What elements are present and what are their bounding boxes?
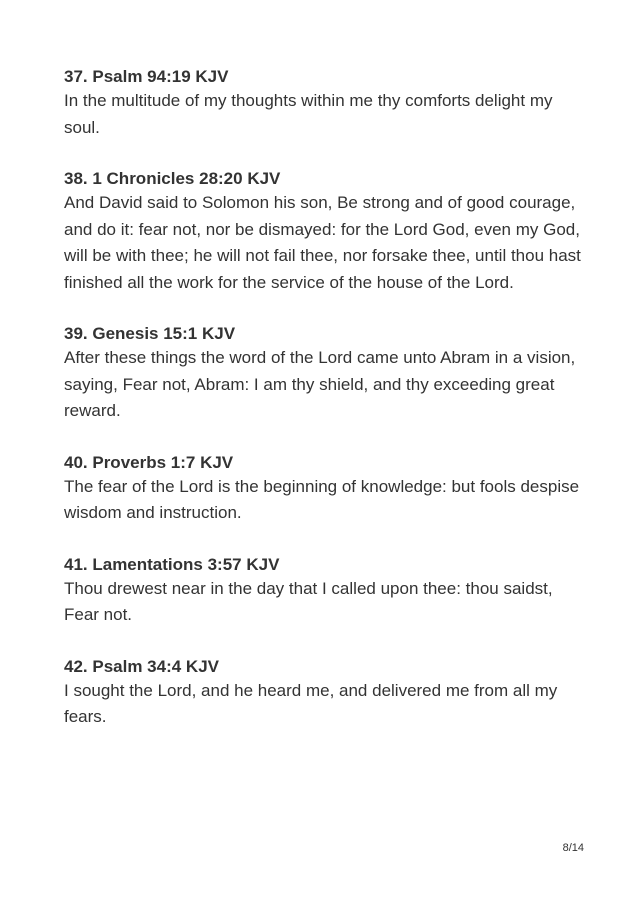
verse-text: After these things the word of the Lord came unto Abram in a vision, saying, Fear not, Abram: I am thy shield, and thy exceeding great reward. [64, 348, 576, 420]
verse-title: 41. Lamentations 3:57 KJV [64, 554, 280, 574]
verse-text: And David said to Solomon his son, Be strong and of good courage, and do it: fear not, nor be dismayed: for the Lord God, even my God, will be with thee; he will not fail thee, nor forsake thee, until thou hast finished all the work for the service of the house of the Lord. [64, 193, 581, 292]
verse-text: The fear of the Lord is the beginning of knowledge: but fools despise wisdom and instruction. [64, 476, 580, 522]
page-number: 8/14 [562, 842, 584, 854]
verse-list [64, 66, 584, 758]
verse-entry [64, 323, 584, 425]
verse-entry [64, 168, 584, 296]
verse-entry [64, 66, 584, 141]
verse-text: Thou drewest near in the day that I called upon thee: thou saidst, Fear not. [64, 578, 553, 624]
verse-title: 40. Proverbs 1:7 KJV [64, 452, 234, 472]
verse-entry [64, 656, 584, 731]
verse-text: I sought the Lord, and he heard me, and delivered me from all my fears. [64, 680, 558, 726]
verse-title: 37. Psalm 94:19 KJV [64, 67, 229, 86]
verse-entry [64, 452, 584, 527]
verse-text: In the multitude of my thoughts within me thy comforts delight my soul. [64, 91, 553, 137]
verse-title: 42. Psalm 34:4 KJV [64, 656, 219, 676]
verse-title: 38. 1 Chronicles 28:20 KJV [64, 169, 281, 188]
verse-title: 39. Genesis 15:1 KJV [64, 324, 236, 343]
verse-entry [64, 554, 584, 629]
